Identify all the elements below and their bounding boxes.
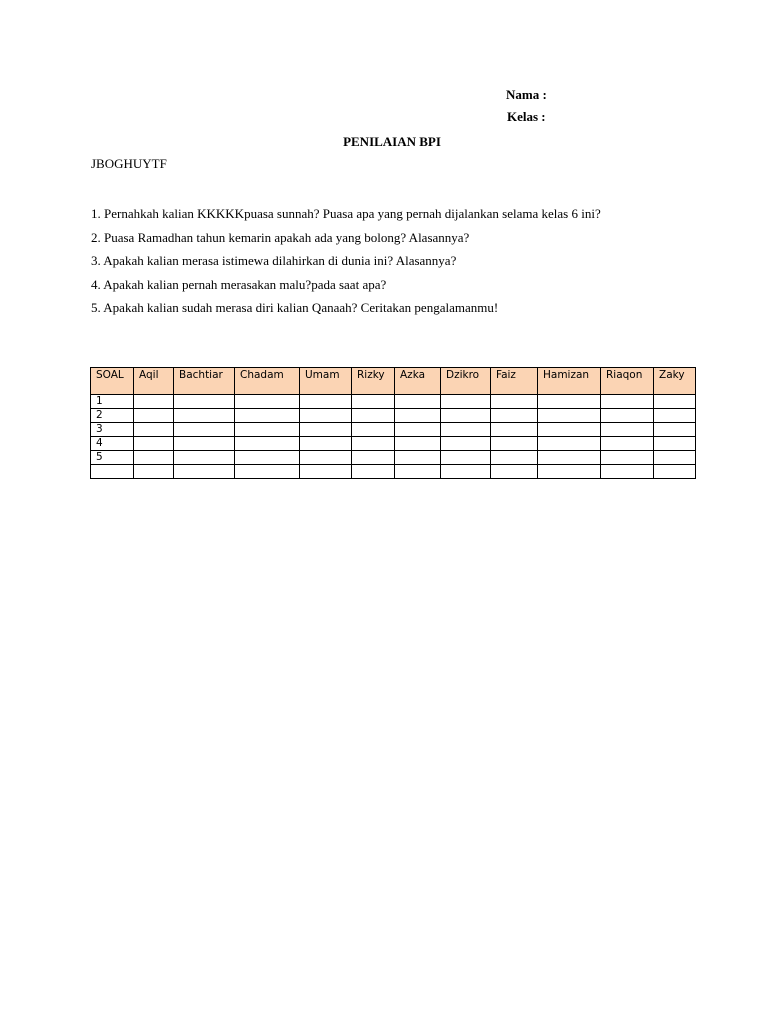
score-cell [441,465,491,479]
document-code: JBOGHUYTF [91,156,167,171]
score-cell [601,451,654,465]
score-cell [235,465,300,479]
score-cell [134,423,174,437]
soal-number-cell: 5 [91,451,134,465]
question-list [91,202,601,320]
table-row [91,451,696,465]
score-cell [654,395,696,409]
score-cell [134,437,174,451]
score-cell [235,423,300,437]
score-cell [441,409,491,423]
table-row [91,409,696,423]
column-header-azka: Azka [395,368,441,395]
score-cell [395,437,441,451]
score-cell [395,423,441,437]
score-cell [300,395,352,409]
score-cell [538,451,601,465]
score-cell [654,437,696,451]
score-cell [352,423,395,437]
score-cell [491,465,538,479]
score-cell [300,465,352,479]
score-cell [538,409,601,423]
score-cell [491,423,538,437]
column-header-bachtiar: Bachtiar [174,368,235,395]
score-cell [441,395,491,409]
score-cell [300,423,352,437]
score-cell [601,437,654,451]
soal-number-cell: 4 [91,437,134,451]
score-cell [601,465,654,479]
nama-label: Nama : [506,87,547,102]
soal-number-cell: 2 [91,409,134,423]
score-cell [235,437,300,451]
kelas-label: Kelas : [507,109,546,124]
score-cell [395,395,441,409]
score-cell [300,437,352,451]
question-item: 1. Pernahkah kalian KKKKKpuasa sunnah? Puasa apa yang pernah dijalankan selama kelas 6 ini? [91,206,601,221]
column-header-rizky: Rizky [352,368,395,395]
score-cell [601,395,654,409]
score-cell [538,395,601,409]
score-cell [654,409,696,423]
score-cell [352,451,395,465]
column-header-soal: SOAL [91,368,134,395]
score-cell [538,437,601,451]
score-cell [395,465,441,479]
score-cell [174,451,235,465]
score-table [90,367,696,479]
score-cell [395,451,441,465]
soal-number-cell [91,465,134,479]
score-cell [441,423,491,437]
score-cell [491,409,538,423]
question-item: 2. Puasa Ramadhan tahun kemarin apakah ada yang bolong? Alasannya? [91,229,470,245]
score-cell [235,409,300,423]
score-cell [235,451,300,465]
column-header-chadam: Chadam [235,368,300,395]
score-cell [538,423,601,437]
score-cell [441,451,491,465]
score-cell [601,423,654,437]
soal-number-cell: 1 [91,395,134,409]
score-cell [654,465,696,479]
score-cell [352,437,395,451]
table-row [91,395,696,409]
table-row [91,437,696,451]
table-header-row [91,368,696,395]
score-cell [134,465,174,479]
table-body [91,395,696,479]
document-title: PENILAIAN BPI [343,134,441,149]
score-cell [174,395,235,409]
column-header-aqil: Aqil [134,368,174,395]
score-cell [300,409,352,423]
column-header-faiz: Faiz [491,368,538,395]
score-cell [352,465,395,479]
score-cell [491,395,538,409]
column-header-zaky: Zaky [654,368,696,395]
score-cell [174,465,235,479]
question-item: 4. Apakah kalian pernah merasakan malu?pada saat apa? [91,276,387,292]
score-cell [395,409,441,423]
table-row [91,465,696,479]
score-cell [300,451,352,465]
score-cell [174,409,235,423]
score-cell [174,437,235,451]
score-cell [491,437,538,451]
table-row [91,423,696,437]
score-cell [538,465,601,479]
question-item: 5. Apakah kalian sudah merasa diri kalian Qanaah? Ceritakan pengalamanmu! [91,300,499,315]
column-header-dzikro: Dzikro [441,368,491,395]
score-cell [601,409,654,423]
column-header-hamizan: Hamizan [538,368,601,395]
score-cell [174,423,235,437]
score-cell [352,409,395,423]
column-header-umam: Umam [300,368,352,395]
score-cell [654,451,696,465]
score-cell [134,395,174,409]
score-cell [134,451,174,465]
score-cell [352,395,395,409]
score-cell [441,437,491,451]
score-cell [491,451,538,465]
score-cell [654,423,696,437]
question-item: 3. Apakah kalian merasa istimewa dilahirkan di dunia ini? Alasannya? [91,253,457,268]
score-cell [235,395,300,409]
score-cell [134,409,174,423]
column-header-riaqon: Riaqon [601,368,654,395]
soal-number-cell: 3 [91,423,134,437]
